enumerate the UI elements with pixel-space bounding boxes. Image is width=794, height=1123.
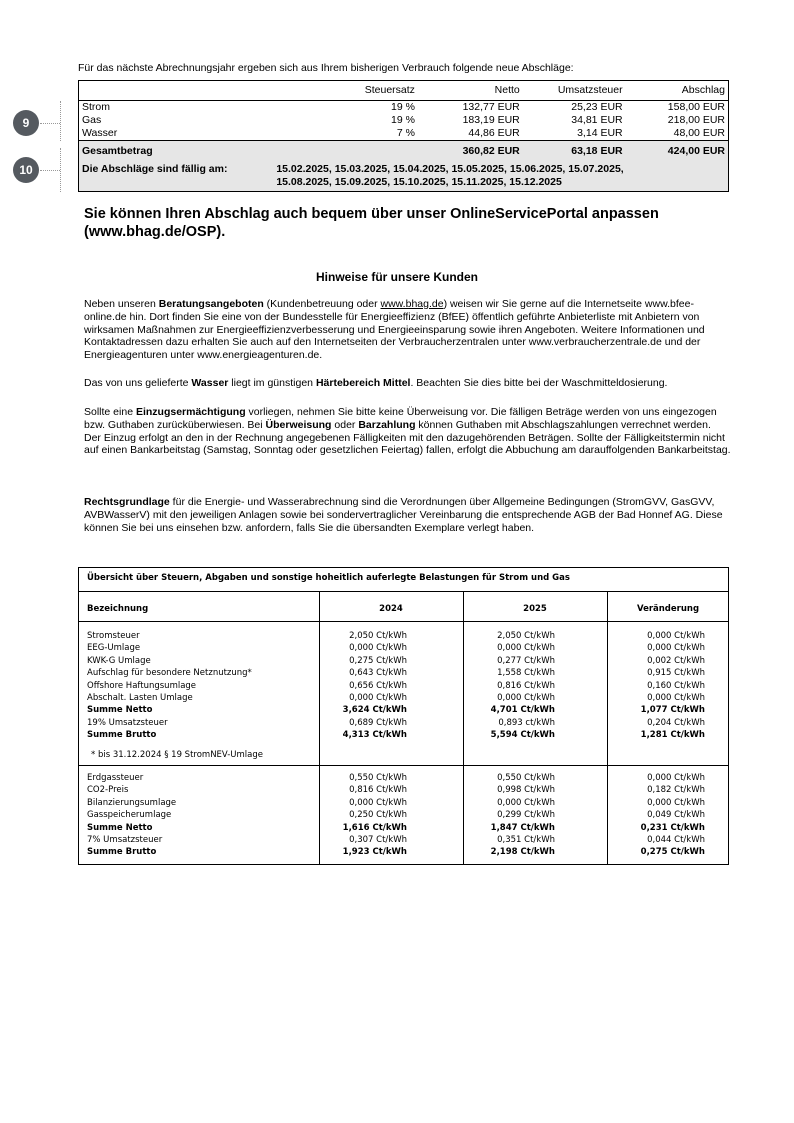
bold-text: Rechtsgrundlage bbox=[84, 496, 170, 508]
strom-row-y2025: 0,816 Ct/kWh bbox=[497, 680, 555, 691]
badge-connector bbox=[40, 170, 60, 171]
gas-row-label: Bilanzierungsumlage bbox=[87, 797, 177, 808]
gas-row-y2025: 0,351 Ct/kWh bbox=[497, 835, 555, 845]
row-label: Wasser bbox=[82, 127, 118, 139]
strom-row-change: 0,915 Ct/kWh bbox=[647, 668, 705, 679]
badge-connector bbox=[60, 101, 61, 141]
gas-row-label: CO2-Preis bbox=[87, 785, 129, 796]
gas-row-y2024: 0,000 Ct/kWh bbox=[349, 797, 407, 808]
hinweise-paragraph-beratung bbox=[84, 298, 734, 362]
strom-row-label: EEG-Umlage bbox=[87, 643, 141, 654]
strom-row-y2024: 0,000 Ct/kWh bbox=[349, 643, 407, 654]
row-label: Strom bbox=[82, 101, 111, 113]
strom-row-change: 0,204 Ct/kWh bbox=[647, 717, 705, 728]
strom-row-change: 0,000 Ct/kWh bbox=[647, 693, 705, 703]
text: für die Energie- und Wasserabrechnung sind die Verordnungen über Allgemeine Bedingungen (StromGVV, GasGVV, AVBWasserV) mit den jeweiligen Anlagen sowie bei sondervertraglicher Vereinbarung die entsprechende AGB der Bad Honnef AG. Diese können Sie bei uns einsehen bzw. anfordern, falls Sie die übersandten Exemplare verlegt haben. bbox=[84, 496, 723, 534]
text: oder bbox=[331, 418, 359, 431]
header-steuersatz: Steuersatz bbox=[273, 81, 418, 101]
due-dates-row bbox=[79, 161, 729, 192]
hinweise-title: Hinweise für unsere Kunden bbox=[315, 270, 479, 284]
strom-row-label: 19% Umsatzsteuer bbox=[87, 717, 168, 728]
strom-row-label: KWK-G Umlage bbox=[87, 655, 151, 666]
gas-row-y2025: 2,198 Ct/kWh bbox=[490, 847, 555, 858]
bold-text: Härtebereich Mittel bbox=[315, 377, 411, 389]
gas-row-y2024: 0,816 Ct/kWh bbox=[349, 785, 407, 796]
gas-row-change: 0,049 Ct/kWh bbox=[647, 810, 705, 821]
due-dates bbox=[273, 161, 728, 192]
gas-row-y2024: 1,923 Ct/kWh bbox=[342, 847, 407, 858]
bhag-link[interactable]: www.bhag.de bbox=[380, 298, 444, 310]
row-netto: 44,86 EUR bbox=[468, 127, 520, 139]
strom-row-label: Summe Brutto bbox=[87, 730, 157, 741]
strom-row-label: Aufschlag für besondere Netznutzung* bbox=[87, 668, 252, 679]
strom-row-change: 1,077 Ct/kWh bbox=[640, 705, 705, 716]
strom-row-change: 1,281 Ct/kWh bbox=[640, 730, 705, 741]
step-badge-9: 9 bbox=[13, 110, 39, 136]
row-umsatzsteuer: 25,23 EUR bbox=[571, 101, 623, 113]
gas-row-y2024: 0,250 Ct/kWh bbox=[349, 810, 407, 821]
text: . Beachten Sie dies bitte bei der Waschmitteldosierung. bbox=[410, 377, 668, 389]
strom-row-y2025: 0,277 Ct/kWh bbox=[497, 655, 555, 666]
footnote: * bis 31.12.2024 § 19 StromNEV-Umlage bbox=[91, 750, 264, 760]
strom-row-change: 0,000 Ct/kWh bbox=[647, 643, 705, 654]
header-abschlag: Abschlag bbox=[626, 81, 729, 101]
row-label: Gas bbox=[82, 114, 102, 126]
text: Das von uns gelieferte bbox=[84, 377, 192, 389]
gas-row-label: 7% Umsatzsteuer bbox=[87, 835, 163, 845]
text: (Kundenbetreuung oder bbox=[263, 298, 381, 310]
gas-row-y2025: 0,299 Ct/kWh bbox=[497, 810, 555, 821]
strom-row-label: Stromsteuer bbox=[87, 631, 140, 641]
gas-row-y2025: 0,550 Ct/kWh bbox=[497, 773, 555, 783]
badge-connector bbox=[40, 123, 60, 124]
badge-connector bbox=[60, 148, 61, 192]
abschlag-table bbox=[78, 80, 729, 192]
hinweise-paragraph-zahlung bbox=[84, 406, 734, 457]
row-abschlag: 218,00 EUR bbox=[667, 114, 725, 126]
strom-row-y2025: 0,000 Ct/kWh bbox=[497, 693, 555, 703]
gas-row-y2024: 0,550 Ct/kWh bbox=[349, 773, 407, 783]
hinweise-paragraph-wasser bbox=[84, 377, 734, 390]
row-umsatzsteuer: 3,14 EUR bbox=[577, 127, 623, 139]
abschlag-header-row bbox=[79, 81, 729, 101]
gas-row-label: Gasspeicherumlage bbox=[87, 810, 172, 821]
text: Sollte eine bbox=[84, 406, 136, 418]
row-abschlag: 48,00 EUR bbox=[673, 127, 725, 139]
gas-row-y2025: 1,847 Ct/kWh bbox=[490, 822, 555, 833]
intro-text: Für das nächste Abrechnungsjahr ergeben sich aus Ihrem bisherigen Verbrauch folgende neue Abschläge: bbox=[78, 62, 574, 74]
strom-row-y2024: 0,643 Ct/kWh bbox=[349, 668, 407, 679]
gas-row-y2024: 0,307 Ct/kWh bbox=[349, 835, 407, 845]
row-umsatzsteuer: 34,81 EUR bbox=[571, 114, 623, 126]
hinweise-paragraph-rechtsgrundlage bbox=[84, 496, 734, 534]
gas-row-label: Summe Netto bbox=[87, 822, 153, 833]
row-divider bbox=[79, 765, 728, 766]
colhead-bezeichnung: Bezeichnung bbox=[87, 604, 149, 614]
gas-row-change: 0,044 Ct/kWh bbox=[647, 835, 705, 845]
text: ) weisen wir Sie gerne auf die Internetseite www.bfee-online.de hin. Dort finden Sie eine von der Bundesstelle für Energieeffizienz (BfEE) öffentlich geführte Anbieterliste mit Anbietern von wirksamen Maßnahmen zur Energieeffizienzverbesserung und Energieeinsparung sowie ihren Angeboten. Weitere Informationen und Kontaktadressen dazu erhalten Sie auch auf den Internetseiten der Verbraucherzentralen unter www.verbraucherzentrale.de und der Energieagenturen unter www.energieagenturen.de. bbox=[84, 298, 705, 362]
total-row bbox=[79, 141, 729, 162]
step-badge-10: 10 bbox=[13, 157, 39, 183]
header-cell bbox=[79, 81, 274, 101]
strom-row-change: 0,000 Ct/kWh bbox=[647, 631, 705, 641]
text: vorliegen, nehmen Sie bitte keine Überweisung vor. Die fälligen Beträge werden von uns eingezogen bzw. Guthaben zurücküberwiesen. Bei bbox=[84, 406, 717, 431]
bold-text: Überweisung bbox=[265, 418, 332, 431]
strom-row-y2024: 4,313 Ct/kWh bbox=[342, 730, 407, 741]
strom-row-y2024: 2,050 Ct/kWh bbox=[349, 631, 407, 641]
gas-row-label: Summe Brutto bbox=[87, 847, 157, 858]
colhead-veraenderung: Veränderung bbox=[636, 604, 700, 614]
gas-row-change: 0,000 Ct/kWh bbox=[647, 773, 705, 783]
text: Der Einzug erfolgt an den in der Rechnung angegebenen Fälligkeiten mit den dazugehörenden Beträgen. Sollte der Fälligkeitstermin nicht auf einen Bankarbeitstag (Samstag, Sonntag oder gesetzlichen Feiertag) fallen, erfolgt die Abbuchung am darauffolgenden Bankarbeitstag. bbox=[84, 431, 731, 457]
row-steuersatz: 19 % bbox=[391, 101, 415, 113]
colhead-2024: 2024 bbox=[379, 604, 403, 614]
strom-row-y2025: 0,893 ct/kWh bbox=[498, 717, 555, 728]
colhead-2025: 2025 bbox=[523, 604, 547, 614]
gas-row-y2024: 1,616 Ct/kWh bbox=[342, 822, 407, 833]
strom-row-y2024: 0,275 Ct/kWh bbox=[349, 655, 407, 666]
strom-row-y2025: 4,701 Ct/kWh bbox=[490, 705, 555, 716]
strom-row-label: Offshore Haftungsumlage bbox=[87, 680, 197, 691]
bold-text: Barzahlung bbox=[358, 418, 416, 431]
strom-row-y2024: 0,000 Ct/kWh bbox=[349, 693, 407, 703]
strom-row-y2024: 3,624 Ct/kWh bbox=[342, 705, 407, 716]
gas-row-change: 0,000 Ct/kWh bbox=[647, 797, 705, 808]
table-row bbox=[79, 114, 729, 127]
osp-message: Sie können Ihren Abschlag auch bequem über unser OnlineServicePortal anpassen (www.bhag.de/OSP). bbox=[84, 206, 659, 240]
due-dates-line: 15.08.2025, 15.09.2025, 15.10.2025, 15.11.2025, 15.12.2025 bbox=[276, 176, 562, 188]
text: liegt im günstigen bbox=[228, 377, 316, 389]
strom-row-y2025: 1,558 Ct/kWh bbox=[497, 668, 555, 679]
gas-row-change: 0,182 Ct/kWh bbox=[647, 785, 705, 796]
total-label: Gesamtbetrag bbox=[79, 141, 418, 162]
row-divider bbox=[79, 621, 728, 622]
row-steuersatz: 7 % bbox=[396, 127, 415, 139]
gas-row-change: 0,231 Ct/kWh bbox=[640, 822, 705, 833]
total-netto: 360,82 EUR bbox=[418, 141, 523, 162]
strom-row-change: 0,002 Ct/kWh bbox=[647, 655, 705, 666]
bold-text: Einzugsermächtigung bbox=[135, 406, 246, 418]
strom-row-y2024: 0,689 Ct/kWh bbox=[349, 717, 407, 728]
strom-row-y2025: 5,594 Ct/kWh bbox=[490, 730, 555, 741]
bold-text: Beratungsangeboten bbox=[158, 298, 264, 310]
steuern-table-title: Übersicht über Steuern, Abgaben und sonstige hoheitlich auferlegte Belastungen für Strom und Gas bbox=[79, 568, 728, 592]
text: Neben unseren bbox=[84, 298, 159, 310]
table-row bbox=[79, 127, 729, 141]
header-netto: Netto bbox=[418, 81, 523, 101]
row-steuersatz: 19 % bbox=[391, 114, 415, 126]
gas-row-y2025: 0,998 Ct/kWh bbox=[497, 785, 555, 796]
strom-row-change: 0,160 Ct/kWh bbox=[647, 680, 705, 691]
due-dates-line: 15.02.2025, 15.03.2025, 15.04.2025, 15.05.2025, 15.06.2025, 15.07.2025, bbox=[276, 163, 624, 175]
row-abschlag: 158,00 EUR bbox=[667, 101, 725, 113]
table-row bbox=[79, 101, 729, 115]
strom-row-y2025: 0,000 Ct/kWh bbox=[497, 643, 555, 654]
gas-row-label: Erdgassteuer bbox=[87, 773, 144, 783]
text: können Guthaben mit Abschlagszahlungen verrechnet werden. bbox=[415, 418, 711, 431]
strom-row-y2024: 0,656 Ct/kWh bbox=[349, 680, 407, 691]
strom-row-label: Abschalt. Lasten Umlage bbox=[87, 693, 193, 703]
gas-row-change: 0,275 Ct/kWh bbox=[640, 847, 705, 858]
total-umsatzsteuer: 63,18 EUR bbox=[523, 141, 626, 162]
header-umsatzsteuer: Umsatzsteuer bbox=[523, 81, 626, 101]
row-netto: 132,77 EUR bbox=[462, 101, 520, 113]
due-label: Die Abschläge sind fällig am: bbox=[79, 161, 274, 192]
gas-row-y2025: 0,000 Ct/kWh bbox=[497, 797, 555, 808]
row-netto: 183,19 EUR bbox=[462, 114, 520, 126]
strom-row-label: Summe Netto bbox=[87, 705, 153, 716]
strom-row-y2025: 2,050 Ct/kWh bbox=[497, 631, 555, 641]
steuern-table bbox=[78, 567, 729, 865]
bold-text: Wasser bbox=[191, 377, 229, 389]
total-abschlag: 424,00 EUR bbox=[626, 141, 729, 162]
